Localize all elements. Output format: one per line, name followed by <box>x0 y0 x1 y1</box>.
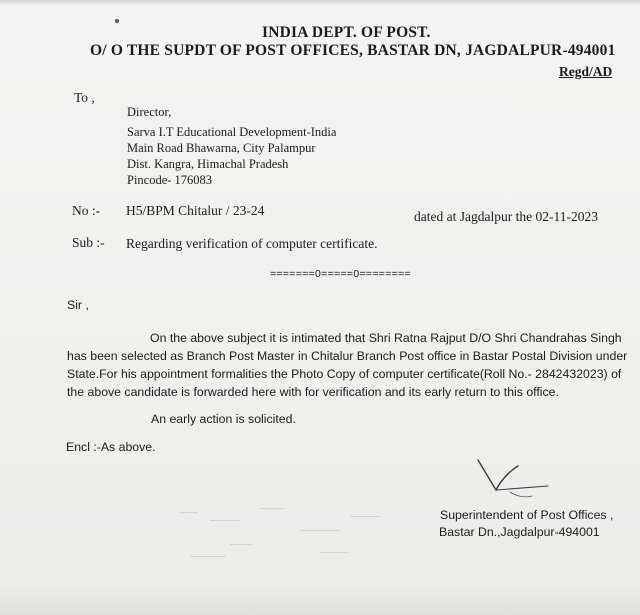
subject-label: Sub :- <box>72 235 105 250</box>
registered-ad-mark: Regd/AD <box>559 64 613 79</box>
address-line: Dist. Kangra, Himachal Pradesh <box>127 157 289 171</box>
signatory-title: Superintendent of Post Offices , <box>440 508 614 522</box>
separator-line: =======0=====0======== <box>270 268 411 280</box>
body-line: has been selected as Branch Post Master in Chitalur Branch Post office in Bastar Postal Division under <box>67 349 628 363</box>
header-office: O/ O THE SUPDT OF POST OFFICES, BASTAR DN, JAGDALPUR-494001 <box>90 42 616 59</box>
address-line: Sarva I.T Educational Development-India <box>127 125 337 139</box>
early-action-note: An early action is solicited. <box>151 412 296 426</box>
body-line: the above candidate is forwarded here with for verification and its early return to this office. <box>67 385 559 399</box>
subject-text: Regarding verification of computer certificate. <box>126 236 378 251</box>
scan-bottom-shade <box>0 585 640 615</box>
ink-dot <box>115 19 119 23</box>
address-line: Main Road Bhawarna, City Palampur <box>127 141 316 155</box>
reference-no-label: No :- <box>72 203 101 218</box>
address-line: Director, <box>127 105 172 119</box>
body-line: On the above subject it is intimated that Shri Ratna Rajput D/O Shri Chandrahas Singh <box>150 331 622 345</box>
signatory-place: Bastar Dn.,Jagdalpur-494001 <box>439 525 600 539</box>
body-line: State.For his appointment formalities the Photo Copy of computer certificate(Roll No.- 2842432023) of <box>67 367 622 381</box>
handwritten-signature <box>470 452 560 512</box>
to-label: To , <box>74 90 95 105</box>
scan-speckle <box>170 500 430 570</box>
scan-top-shadow <box>0 0 640 6</box>
header-department: INDIA DEPT. OF POST. <box>262 24 431 41</box>
address-line: Pincode- 176083 <box>127 173 213 187</box>
reference-no-value: H5/BPM Chitalur / 23-24 <box>126 203 265 218</box>
salutation: Sir , <box>67 298 89 312</box>
enclosure-note: Encl :-As above. <box>66 440 156 454</box>
letter-date: dated at Jagdalpur the 02-11-2023 <box>414 209 598 224</box>
